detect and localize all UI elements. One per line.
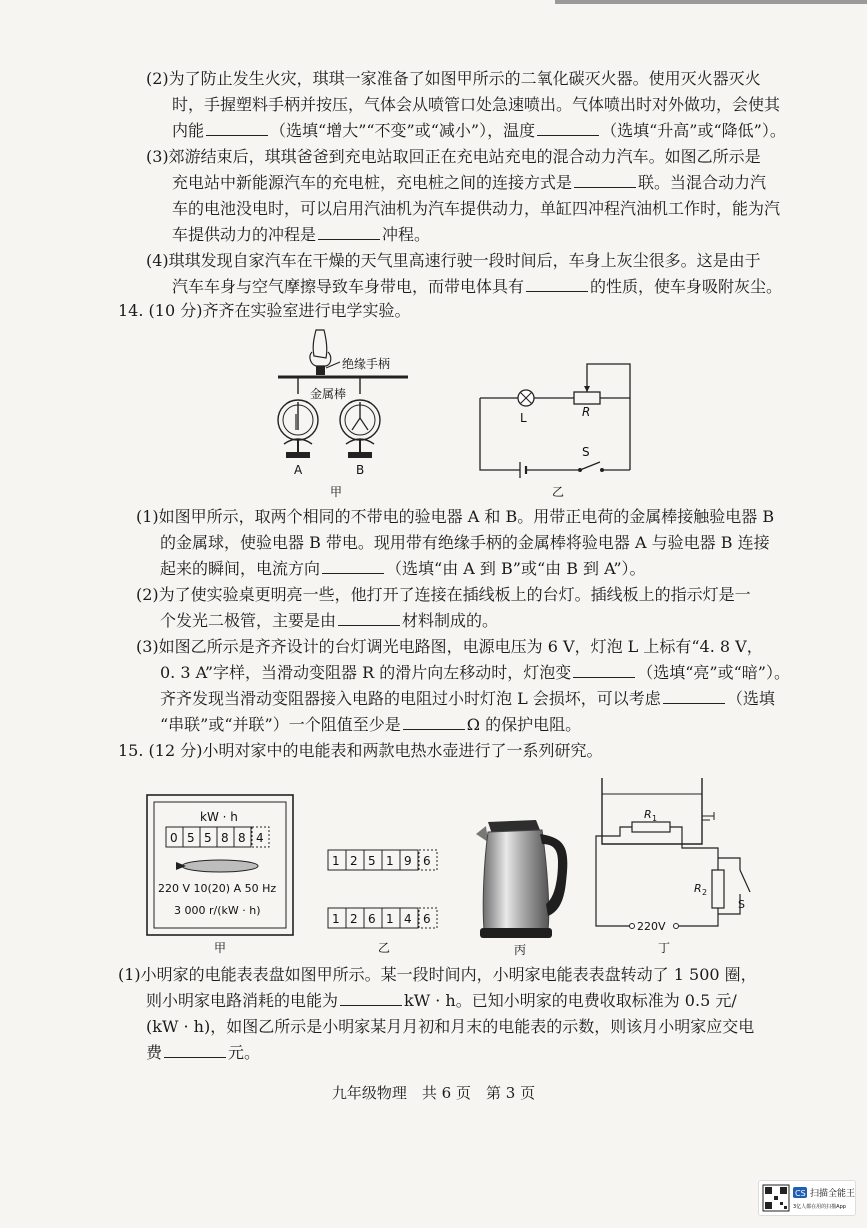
water-container [602, 778, 702, 844]
page-footer: 九年级物理 共 6 页 第 3 页 [331, 1084, 536, 1102]
kettle-base [480, 928, 552, 938]
label-metal-rod: 金属棒 [310, 387, 347, 401]
q13-p4-line2: 汽车车身与空气摩擦导致车身带电，而带电体具有 的性质，使车身吸附灰尘。 [172, 277, 783, 296]
meter-digit: 0 [170, 831, 178, 845]
figure-caption: 甲 [214, 941, 227, 955]
q14-p3-line2: 0. 3 A”字样，当滑动变阻器 R 的滑片向左移动时，灯泡变 （选填“亮”或“暗”）。 [160, 663, 790, 682]
answer-blank[interactable] [526, 276, 588, 292]
meter-digit: 8 [238, 831, 246, 845]
reading-digit: 9 [404, 854, 412, 868]
label-switch: S [582, 445, 590, 459]
q13-p3-line2: 充电站中新能源汽车的充电桩，充电桩之间的连接方式是 联。当混合动力汽 [172, 173, 767, 192]
rheostat [574, 392, 600, 404]
label-voltage: 220V [637, 920, 666, 933]
answer-blank[interactable] [164, 1042, 226, 1058]
answer-blank[interactable] [537, 120, 599, 136]
q15-p1-line3: (kW · h)，如图乙所示是小明家某月月初和月末的电能表的示数，则该月小明家应交电 [146, 1017, 755, 1036]
q13-p3-line3: 车的电池没电时，可以启用汽油机为汽车提供动力，单缸四冲程汽油机工作时，能为汽 [172, 199, 781, 218]
answer-blank[interactable] [663, 688, 725, 704]
reading-digit: 1 [332, 854, 340, 868]
q14-p2-line2: 个发光二极管，主要是由 材料制成的。 [160, 611, 499, 630]
label-rheostat: R [582, 405, 591, 419]
q15-p1-line4: 费 元。 [146, 1043, 261, 1062]
reading-digit: 6 [423, 854, 431, 868]
q14-p2-line1: (2)为了使实验桌更明亮一些，他打开了连接在插线板上的台灯。插线板上的指示灯是一 [136, 585, 751, 604]
reading-end [328, 908, 437, 928]
q15-header: 15. (12 分)小明对家中的电能表和两款电热水壶进行了一系列研究。 [118, 741, 603, 760]
label-insulated-handle: 绝缘手柄 [342, 357, 391, 371]
reading-digit: 1 [386, 854, 394, 868]
electroscope-figure [270, 322, 420, 502]
q14-p3-line1: (3)如图乙所示是齐齐设计的台灯调光电路图，电源电压为 6 V，灯泡 L 上标有“4. 8 V， [136, 637, 763, 656]
q14-header: 14. (10 分)齐齐在实验室进行电学实验。 [118, 301, 411, 320]
label-r1: R [644, 808, 652, 821]
meter-digits [166, 827, 269, 847]
electric-meter-figure [146, 794, 296, 958]
figure-caption: 乙 [378, 941, 391, 955]
hand-icon [313, 330, 327, 358]
reading-digit: 6 [423, 912, 431, 926]
brand-name: 扫描全能王 [810, 1189, 855, 1199]
kettle-spout [476, 826, 488, 842]
meter-unit: kW · h [200, 810, 238, 824]
meter-digit: 4 [256, 831, 264, 845]
answer-blank[interactable] [574, 172, 636, 188]
answer-blank[interactable] [318, 224, 380, 240]
answer-blank[interactable] [322, 558, 384, 574]
meter-readings-figure [326, 844, 446, 958]
label-r2-sub: 2 [702, 888, 708, 897]
top-edge-strip [555, 0, 867, 4]
label-lamp: L [520, 411, 527, 425]
q15-p1-line2: 则小明家电路消耗的电能为 kW · h。已知小明家的电费收取标准为 0.5 元/ [146, 991, 737, 1010]
answer-blank[interactable] [340, 990, 402, 1006]
q14-p1-line1: (1)如图甲所示，取两个相同的不带电的验电器 A 和 B。用带正电荷的金属棒接触验电器 B [136, 507, 775, 526]
label-b: B [356, 463, 365, 477]
reading-digit: 2 [350, 854, 358, 868]
kettle-figure [466, 812, 576, 958]
answer-blank[interactable] [403, 714, 465, 730]
label-r2: R [694, 882, 702, 895]
q13-p2-line3: 内能 （选填“增大”“不变”或“减小”），温度 （选填“升高”或“降低”）。 [172, 121, 786, 140]
figure-caption: 甲 [330, 485, 343, 499]
q14-p1-line2: 的金属球，使验电器 B 带电。现用带有绝缘手柄的金属棒将验电器 A 与验电器 B 连接 [160, 533, 770, 552]
q14-p1-line3: 起来的瞬间，电流方向 （选填“由 A 到 B”或“由 B 到 A”）。 [160, 559, 646, 578]
answer-blank[interactable] [573, 662, 635, 678]
reading-digit: 6 [368, 912, 376, 926]
q13-p4-line1: (4)琪琪发现自家汽车在干燥的天气里高速行驶一段时间后，车身上灰尘很多。这是由于 [146, 251, 761, 270]
switch-icon [740, 870, 750, 892]
meter-rating: 220 V 10(20) A 50 Hz [158, 882, 277, 895]
figure-caption: 丁 [658, 941, 671, 955]
label-switch: S [738, 898, 745, 911]
meter-digit: 5 [204, 831, 212, 845]
reading-digit: 1 [332, 912, 340, 926]
resistor-r1 [632, 822, 670, 832]
q13-p3-line4: 车提供动力的冲程是 冲程。 [172, 225, 431, 244]
q13-p2-line1: (2)为了防止发生火灾，琪琪一家准备了如图甲所示的二氧化碳灭火器。使用灭火器灭火 [146, 69, 761, 88]
reading-digit: 2 [350, 912, 358, 926]
figure-caption: 丙 [514, 943, 527, 957]
meter-rev-constant: 3 000 r/(kW · h) [174, 904, 261, 917]
slider-arrow [584, 386, 590, 392]
figure-caption: 乙 [552, 485, 565, 499]
q13-p3-line1: (3)郊游结束后，琪琪爸爸到充电站取回正在充电站充电的混合动力汽车。如图乙所示是 [146, 147, 761, 166]
answer-blank[interactable] [206, 120, 268, 136]
switch-icon [580, 462, 600, 470]
scanner-watermark [758, 1180, 856, 1216]
q13-p2-line2: 时，手握塑料手柄并按压，气体会从喷管口处急速喷出。气体喷出时对外做功，会使其 [172, 95, 781, 114]
reading-start [328, 850, 437, 870]
meter-rotor-disc [182, 860, 258, 872]
dimmer-circuit-figure [470, 350, 640, 502]
qr-code-icon [763, 1185, 789, 1211]
reading-digit: 4 [404, 912, 412, 926]
q15-p1-line1: (1)小明家的电能表表盘如图甲所示。某一段时间内，小明家电能表表盘转动了 1 500 圈， [118, 965, 757, 984]
reading-digit: 1 [386, 912, 394, 926]
kettle-body [483, 830, 549, 930]
brand-tagline: 3亿人都在用的扫描App [793, 1204, 846, 1210]
q14-p3-line3: 齐齐发现当滑动变阻器接入电路的电阻过小时灯泡 L 会损坏，可以考虑 （选填 [160, 689, 775, 708]
kettle-circuit-figure [590, 774, 766, 958]
resistor-r2 [712, 870, 724, 908]
reading-digit: 5 [368, 854, 376, 868]
brand-mark: CS [795, 1189, 806, 1198]
label-a: A [294, 463, 303, 477]
meter-digit: 5 [187, 831, 195, 845]
meter-digit: 8 [221, 831, 229, 845]
answer-blank[interactable] [338, 610, 400, 626]
label-r1-sub: 1 [652, 814, 658, 823]
insulated-handle-block [316, 366, 325, 375]
q14-p3-line4: “串联”或“并联”）一个阻值至少是 Ω 的保护电阻。 [160, 715, 582, 734]
